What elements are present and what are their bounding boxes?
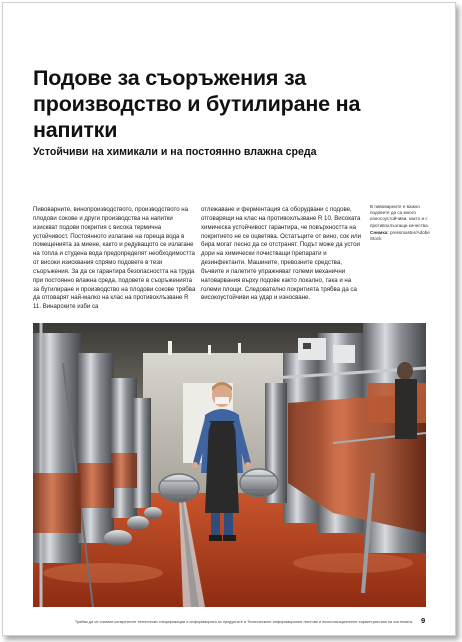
body-paragraph-1: Пивоварните, винопроизводството, производството на плодови сокове и други производства на напитки изискват подови покрития с висока термична устойчивост. Постоянното излагане на гореща вода в помещенията за миене, както и редуващото се излагане на топла и студена вода предопределят необходимостта от високи изисквания спрямо подовете в тези съоръжения. За да се гарантира безопасността на труда при постоянно влажна среда, подовете в съоръженията за бутилиране и производство на плодови сокове трябва да отговарят най-малко на клас на противохлъзване R 11. Винарските изби са: [33, 206, 196, 311]
body-paragraph-2: отлежаване и ферментация са оборудвани с подове, отговарящи на клас на противохлъзване R 10. Високата химическа устойчивост гарантира, че повърхността на покритието не се оцветява. Остатъците от вино, сок или бира могат лесно да се отстранят. Подът може да устои дори на химически почистващи препарати и дезинфектанти. Машините, превозните средства, бъчвите и палетите упражняват големи механични натоварвания върху подове както локално, така и на големи площи. Следователно покритията трябва да са високоустойчиви на удар и износване.: [201, 206, 361, 302]
page-subtitle: Устойчиви на химикали и на постоянно влажна среда: [33, 146, 317, 158]
document-page: [2, 2, 456, 636]
body-column-2: [201, 206, 365, 303]
page-number: 9: [421, 616, 426, 625]
photo-caption: [370, 204, 430, 242]
page-title: Подове за съоръжения за производство и бутилиране на напитки: [33, 66, 361, 142]
brewery-photo: [33, 323, 426, 607]
caption-source: [370, 230, 430, 242]
caption-source-value: pressmaster/Adobe Stock: [370, 229, 430, 242]
footer-disclaimer: Трябва да се спазват конкретните технически спецификации и информацията за продуктите в Техническите информационни листове и експлоатационните характеристики на системата.: [74, 619, 413, 624]
caption-text: В пивоварните е важно подовете да са много износоустойчиви, както и с противохлъзгащи качества.: [370, 204, 429, 228]
caption-source-label: Снимка:: [370, 229, 389, 235]
body-column-1: [33, 206, 197, 312]
